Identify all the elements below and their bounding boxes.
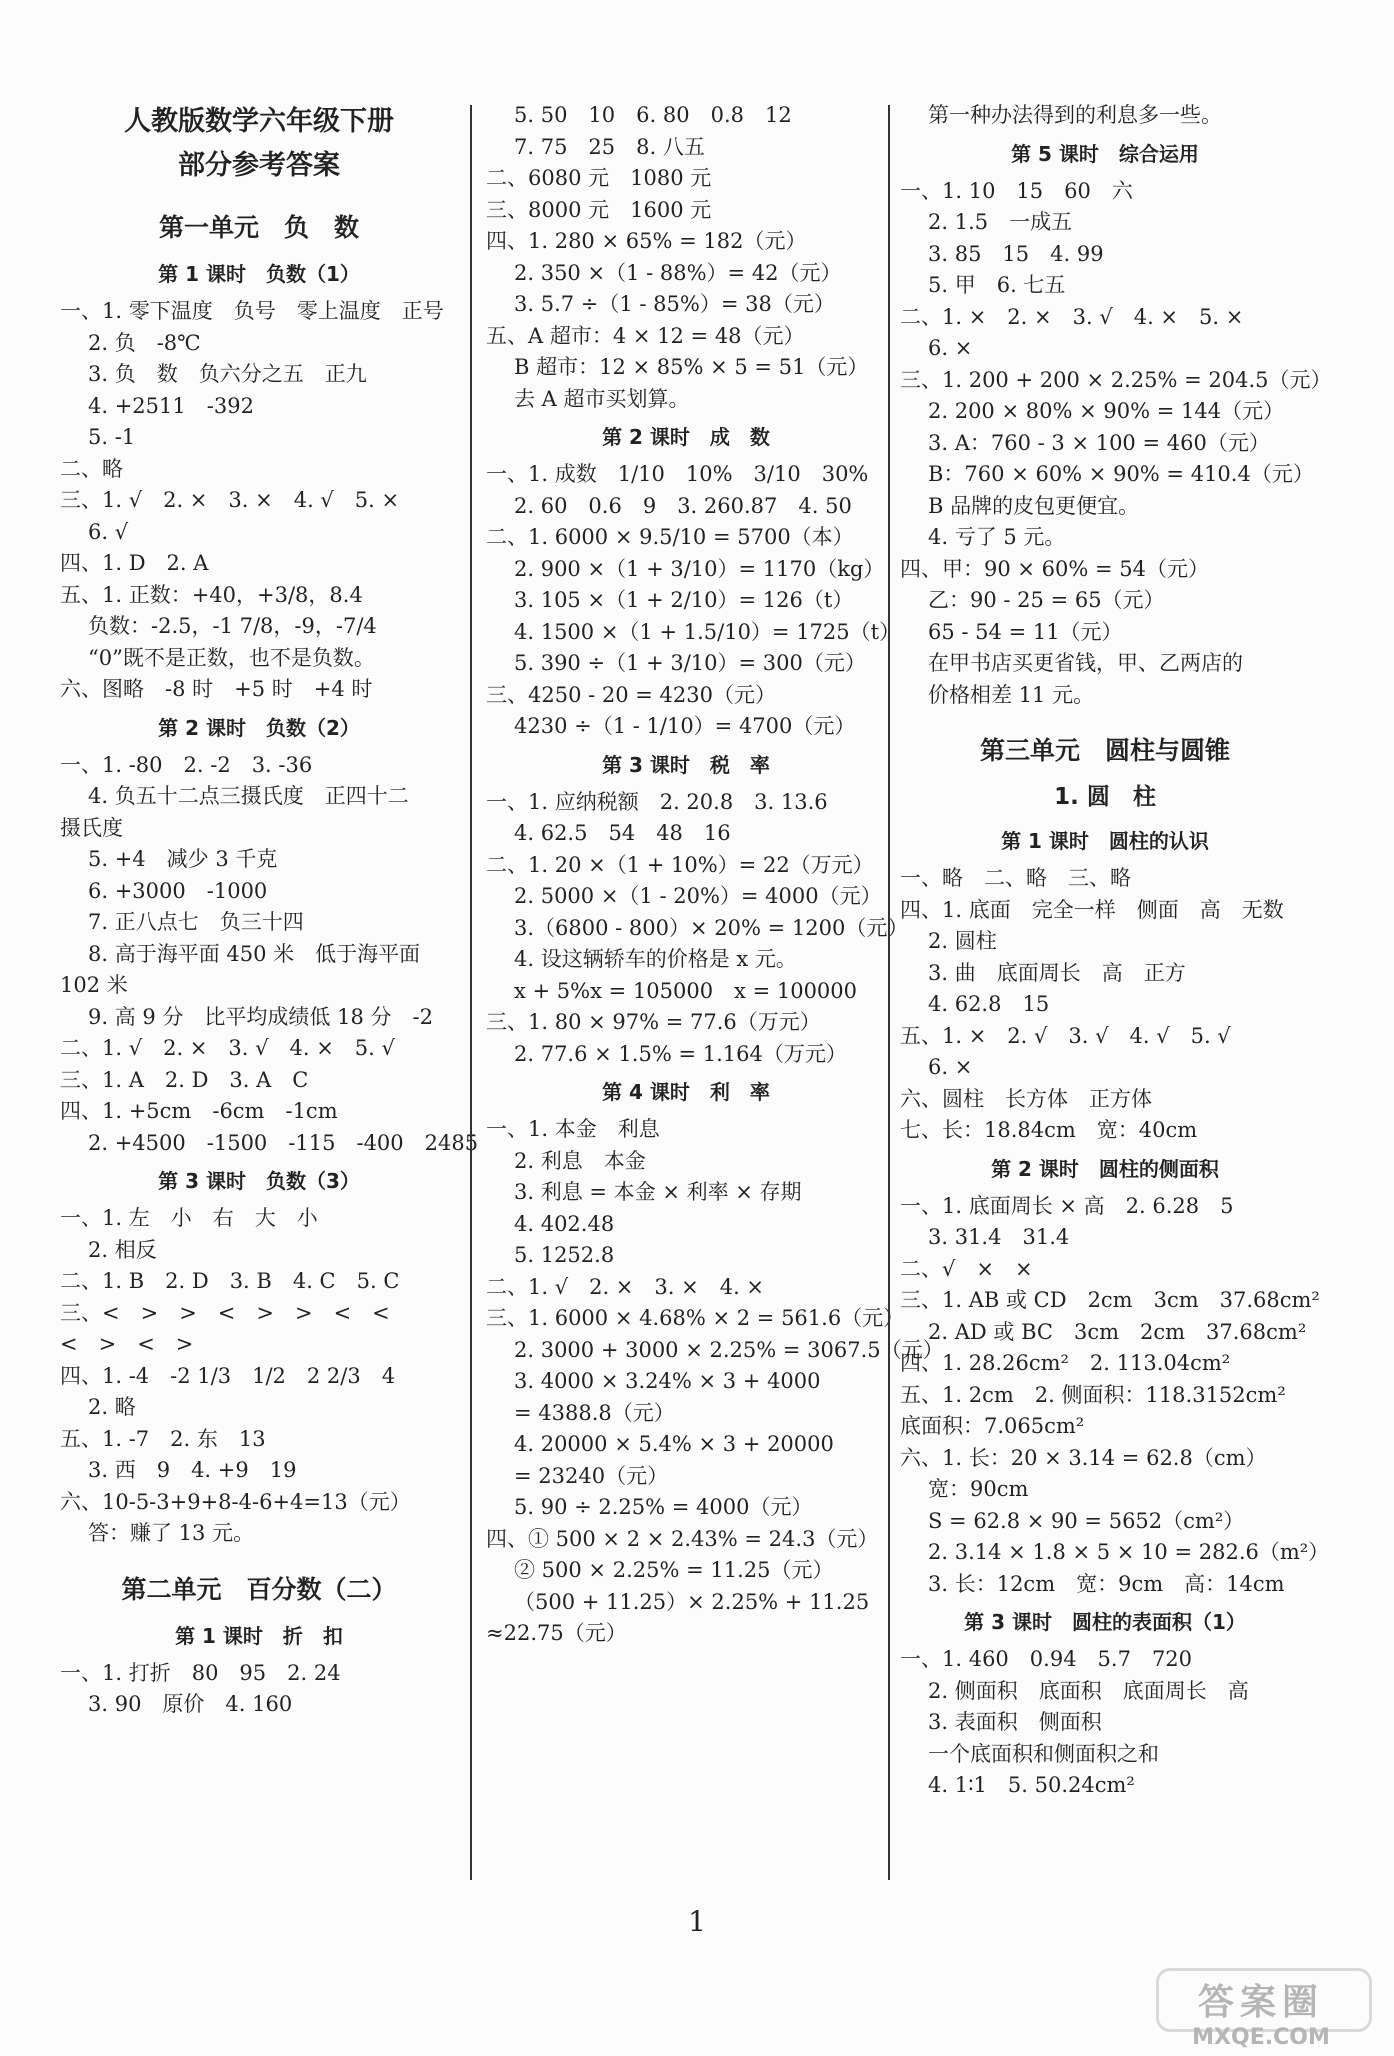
answer-line: 4. 负五十二点三摄氏度 正四十二 bbox=[88, 784, 409, 808]
answer-line: 四、1. -4 -2 1/3 1/2 2 2/3 4 bbox=[60, 1363, 396, 1388]
answer-line: 3. 105 ×（1 + 2/10）= 126（t） bbox=[514, 588, 854, 612]
answer-line: 9. 高 9 分 比平均成绩低 18 分 -2 bbox=[88, 1004, 433, 1029]
answer-line: = 4388.8（元） bbox=[514, 1400, 675, 1425]
answer-line: 三、1. AB 或 CD 2cm 3cm 37.68cm² bbox=[900, 1288, 1320, 1312]
answer-line: 一、1. 成数 1/10 10% 3/10 30% bbox=[486, 462, 869, 486]
answer-line: 六、图略 -8 时 +5 时 +4 时 bbox=[60, 677, 373, 701]
answer-line: 三、1. 80 × 97% = 77.6（万元） bbox=[486, 1010, 821, 1034]
answer-line: 二、6080 元 1080 元 bbox=[486, 166, 712, 190]
answer-line: B 超市：12 × 85% × 5 = 51（元） bbox=[514, 355, 869, 379]
answer-line: 3. 负 数 负六分之五 正九 bbox=[88, 362, 367, 386]
answer-line: 2. 200 × 80% × 90% = 144（元） bbox=[928, 399, 1285, 423]
answer-line: 4. 62.5 54 48 16 bbox=[514, 821, 731, 845]
answer-line: 三、< > > < > > < < bbox=[60, 1300, 390, 1325]
answer-line: 65 - 54 = 11（元） bbox=[928, 619, 1123, 644]
answer-line: 三、1. √ 2. × 3. × 4. √ 5. × bbox=[60, 488, 400, 512]
answer-line: 2. 侧面积 底面积 底面周长 高 bbox=[928, 1678, 1249, 1703]
lesson-heading: 第 5 课时 综合运用 bbox=[1011, 141, 1199, 166]
answer-line: 二、1. 20 ×（1 + 10%）= 22（万元） bbox=[486, 852, 874, 877]
answer-line: 2. 相反 bbox=[88, 1237, 157, 1262]
answer-line: 一、1. 460 0.94 5.7 720 bbox=[900, 1647, 1193, 1671]
answer-line: = 23240（元） bbox=[514, 1463, 669, 1488]
answer-line: 5. -1 bbox=[88, 425, 136, 449]
answer-line: 4. 62.8 15 bbox=[928, 992, 1050, 1016]
answer-line: S = 62.8 × 90 = 5652（cm²） bbox=[928, 1508, 1245, 1533]
column-divider bbox=[888, 105, 890, 1880]
answer-line: 三、1. A 2. D 3. A C bbox=[60, 1067, 309, 1092]
page-number: 1 bbox=[688, 1905, 706, 1938]
answer-line: 2. 3000 + 3000 × 2.25% = 3067.5（元） bbox=[514, 1337, 944, 1362]
answer-line: 五、1. -7 2. 东 13 bbox=[60, 1426, 266, 1451]
lesson-heading: 第 2 课时 负数（2） bbox=[158, 715, 360, 740]
answer-line: 摄氏度 bbox=[60, 815, 123, 840]
column-middle bbox=[486, 100, 944, 1650]
answer-line: 宽：90cm bbox=[928, 1477, 1029, 1501]
answer-line: 去 A 超市买划算。 bbox=[514, 386, 690, 411]
lesson-heading: 第 1 课时 负数（1） bbox=[158, 262, 360, 286]
answer-line: 2. 3.14 × 1.8 × 5 × 10 = 282.6（m²） bbox=[928, 1540, 1330, 1564]
answer-line: 5. +4 减少 3 千克 bbox=[88, 847, 278, 871]
column-divider bbox=[470, 105, 472, 1880]
answer-line: 5. 390 ÷（1 + 3/10）= 300（元） bbox=[514, 651, 866, 675]
answer-line: 5. 1252.8 bbox=[514, 1243, 615, 1267]
answer-line: 4. 1500 ×（1 + 1.5/10）= 1725（t） bbox=[514, 619, 901, 644]
answer-line: 7. 75 25 8. 八五 bbox=[514, 134, 705, 159]
answer-line: 一、1. 10 15 60 六 bbox=[900, 178, 1133, 203]
answer-line: 4. +2511 -392 bbox=[88, 393, 254, 418]
answer-line: 四、1. 底面 完全一样 侧面 高 无数 bbox=[900, 897, 1284, 922]
answer-line: 四、1. 28.26cm² 2. 113.04cm² bbox=[900, 1351, 1231, 1375]
answer-line: 一、略 二、略 三、略 bbox=[900, 866, 1131, 890]
answer-line: 4. 1∶1 5. 50.24cm² bbox=[928, 1773, 1135, 1797]
unit-heading: 第二单元 百分数（二） bbox=[121, 1574, 397, 1604]
answer-line: 六、圆柱 长方体 正方体 bbox=[900, 1086, 1152, 1111]
answer-line: 二、1. B 2. D 3. B 4. C 5. C bbox=[60, 1269, 400, 1293]
answer-line: 四、1. +5cm -6cm -1cm bbox=[60, 1099, 338, 1123]
answer-line: 一、1. 打折 80 95 2. 24 bbox=[60, 1660, 341, 1685]
answer-line: 二、√ × × bbox=[900, 1256, 1033, 1281]
answer-line: 3. 西 9 4. +9 19 bbox=[88, 1458, 297, 1482]
answer-line: 3. 85 15 4. 99 bbox=[928, 241, 1104, 266]
answer-line: 4. 20000 × 5.4% × 3 + 20000 bbox=[514, 1432, 834, 1456]
answer-line: 2. 77.6 × 1.5% = 1.164（万元） bbox=[514, 1041, 847, 1066]
answer-line: 4. 设这辆轿车的价格是 x 元。 bbox=[514, 947, 797, 971]
answer-line: 3. 5.7 ÷（1 - 85%）= 38（元） bbox=[514, 292, 835, 316]
lesson-heading: 第 1 课时 圆柱的认识 bbox=[1001, 829, 1209, 853]
lesson-heading: 第 4 课时 利 率 bbox=[602, 1080, 770, 1104]
answer-line: 四、① 500 × 2 × 2.43% = 24.3（元） bbox=[486, 1526, 879, 1551]
answer-line: < > < > bbox=[60, 1332, 194, 1356]
answer-line: 2. 900 ×（1 + 3/10）= 1170（kg） bbox=[514, 556, 885, 581]
lesson-heading: 第 3 课时 负数（3） bbox=[158, 1169, 360, 1193]
answer-line: 6. +3000 -1000 bbox=[88, 878, 268, 903]
answer-line: 四、1. 280 × 65% = 182（元） bbox=[486, 229, 807, 253]
answer-line: 一、1. -80 2. -2 3. -36 bbox=[60, 752, 313, 777]
answer-line: 乙：90 - 25 = 65（元） bbox=[928, 588, 1165, 612]
answer-line: 2. 60 0.6 9 3. 260.87 4. 50 bbox=[514, 493, 852, 518]
answer-line: 五、1. 2cm 2. 侧面积：118.3152cm² bbox=[900, 1382, 1286, 1407]
answer-line: 3. 曲 底面周长 高 正方 bbox=[928, 960, 1186, 985]
answer-line: 6. × bbox=[928, 1055, 973, 1079]
answer-line: 一个底面积和侧面积之和 bbox=[928, 1741, 1159, 1766]
answer-line: 二、1. √ 2. × 3. × 4. × bbox=[486, 1274, 765, 1299]
answer-line: 四、1. D 2. A bbox=[60, 551, 209, 575]
answer-line: 3.（6800 - 800）× 20% = 1200（元） bbox=[514, 915, 909, 940]
lesson-heading: 第 1 课时 折 扣 bbox=[175, 1623, 343, 1648]
answer-line: 2. 略 bbox=[88, 1395, 136, 1419]
lesson-heading: 第 2 课时 圆柱的侧面积 bbox=[991, 1156, 1219, 1181]
column-body bbox=[60, 204, 479, 1721]
answer-line: 2. AD 或 BC 3cm 2cm 37.68cm² bbox=[928, 1319, 1307, 1344]
answer-line: 2. +4500 -1500 -115 -400 2485 bbox=[88, 1130, 479, 1155]
answer-line: 4. 402.48 bbox=[514, 1211, 615, 1236]
lesson-heading: 第 3 课时 税 率 bbox=[602, 752, 770, 777]
answer-line: 8. 高于海平面 450 米 低于海平面 bbox=[88, 941, 421, 966]
answer-line: 3. A：760 - 3 × 100 = 460（元） bbox=[928, 430, 1270, 455]
answer-line: 七、长：18.84cm 宽：40cm bbox=[900, 1118, 1198, 1142]
lesson-heading: 第 2 课时 成 数 bbox=[602, 425, 770, 449]
answer-line: 底面积：7.065cm² bbox=[900, 1414, 1085, 1438]
answer-line: 三、1. 6000 × 4.68% × 2 = 561.6（元） bbox=[486, 1306, 905, 1330]
answer-line: 五、1. × 2. √ 3. √ 4. √ 5. √ bbox=[900, 1023, 1231, 1048]
answer-line: 2. 1.5 一成五 bbox=[928, 210, 1073, 234]
watermark-logo bbox=[1156, 1968, 1366, 2050]
answer-line: 一、1. 底面周长 × 高 2. 6.28 5 bbox=[900, 1193, 1234, 1218]
answer-line: 3. 表面积 侧面积 bbox=[928, 1710, 1102, 1734]
answer-line: 四、甲：90 × 60% = 54（元） bbox=[900, 556, 1210, 581]
document-title: 人教版数学六年级下册 bbox=[124, 106, 394, 137]
answer-line: B：760 × 60% × 90% = 410.4（元） bbox=[928, 462, 1314, 486]
answer-line: （500 + 11.25）× 2.25% + 11.25 bbox=[514, 1589, 870, 1614]
answer-line: 4. 亏了 5 元。 bbox=[928, 525, 1066, 549]
answer-line: 3. 4000 × 3.24% × 3 + 4000 bbox=[514, 1369, 821, 1393]
answer-line: 2. 350 ×（1 - 88%）= 42（元） bbox=[514, 260, 842, 285]
answer-line: B 品牌的皮包更便宜。 bbox=[928, 493, 1140, 518]
answer-line: 二、略 bbox=[60, 456, 123, 481]
answer-line: 2. 负 -8℃ bbox=[88, 330, 201, 355]
answer-line: ② 500 × 2.25% = 11.25（元） bbox=[514, 1558, 834, 1582]
section-heading: 1. 圆 柱 bbox=[1054, 784, 1156, 810]
lesson-heading: 第 3 课时 圆柱的表面积（1） bbox=[964, 1610, 1246, 1634]
answer-line: 102 米 bbox=[60, 973, 128, 997]
answer-line: 五、1. 正数：+40，+3/8，8.4 bbox=[60, 582, 363, 607]
answer-line: 六、10-5-3+9+8-4-6+4=13（元） bbox=[60, 1489, 411, 1514]
answer-line: 六、1. 长：20 × 3.14 = 62.8（cm） bbox=[900, 1445, 1267, 1470]
column-body bbox=[900, 100, 1332, 1802]
answer-line: 二、1. √ 2. × 3. √ 4. × 5. √ bbox=[60, 1036, 395, 1060]
answer-line: 2. 圆柱 bbox=[928, 929, 997, 953]
answer-line: x + 5%x = 105000 x = 100000 bbox=[514, 978, 858, 1003]
column-left bbox=[60, 100, 479, 1721]
answer-line: 第一种办法得到的利息多一些。 bbox=[928, 103, 1222, 127]
answer-line: 3. 利息 = 本金 × 利率 × 存期 bbox=[514, 1180, 802, 1204]
unit-heading: 第三单元 圆柱与圆锥 bbox=[979, 736, 1230, 765]
answer-line: 一、1. 零下温度 负号 零上温度 正号 bbox=[60, 299, 444, 323]
answer-line: 2. 利息 本金 bbox=[514, 1148, 646, 1173]
answer-line: 负数：-2.5，-1 7/8，-9，-7/4 bbox=[88, 614, 377, 638]
answer-line: 在甲书店买更省钱，甲、乙两店的 bbox=[928, 651, 1243, 675]
answer-line: 3. 31.4 31.4 bbox=[928, 1225, 1070, 1249]
answer-line: 三、8000 元 1600 元 bbox=[486, 197, 712, 222]
column-right bbox=[900, 100, 1332, 1802]
answer-line: 2. 5000 ×（1 - 20%）= 4000（元） bbox=[514, 884, 882, 908]
answer-line: 五、A 超市：4 × 12 = 48（元） bbox=[486, 323, 805, 348]
answer-line: 5. 甲 6. 七五 bbox=[928, 273, 1066, 297]
answer-line: 二、1. 6000 × 9.5/10 = 5700（本） bbox=[486, 525, 854, 549]
answer-line: 三、1. 200 + 200 × 2.25% = 204.5（元） bbox=[900, 367, 1332, 392]
answer-line: 一、1. 左 小 右 大 小 bbox=[60, 1206, 318, 1230]
answer-line: 一、1. 本金 利息 bbox=[486, 1117, 660, 1141]
answer-line: 价格相差 11 元。 bbox=[928, 682, 1095, 707]
answer-line: 5. 50 10 6. 80 0.8 12 bbox=[514, 103, 792, 127]
unit-heading: 第一单元 负 数 bbox=[158, 213, 359, 242]
answer-line: 二、1. × 2. × 3. √ 4. × 5. × bbox=[900, 304, 1244, 329]
answer-line: 7. 正八点七 负三十四 bbox=[88, 910, 304, 934]
document-subtitle: 部分参考答案 bbox=[178, 150, 340, 181]
column-body bbox=[486, 100, 944, 1650]
answer-line: ≈22.75（元） bbox=[486, 1621, 627, 1645]
answer-line: 3. 90 原价 4. 160 bbox=[88, 1692, 293, 1716]
answer-line: 答：赚了 13 元。 bbox=[88, 1521, 255, 1545]
answer-line: 三、4250 - 20 = 4230（元） bbox=[486, 682, 777, 707]
watermark-url: MXQE.COM bbox=[1192, 2025, 1330, 2050]
answer-line: 5. 90 ÷ 2.25% = 4000（元） bbox=[514, 1495, 813, 1519]
answer-line: 6. √ bbox=[88, 519, 129, 544]
answer-line: 6. × bbox=[928, 336, 973, 360]
watermark-seal-text: 答案圈 bbox=[1197, 1982, 1324, 2023]
answer-line: 4230 ÷（1 - 1/10）= 4700（元） bbox=[514, 714, 856, 738]
answer-line: 一、1. 应纳税额 2. 20.8 3. 13.6 bbox=[486, 789, 828, 814]
answer-line: 3. 长：12cm 宽：9cm 高：14cm bbox=[928, 1571, 1285, 1596]
answer-line: “0”既不是正数，也不是负数。 bbox=[88, 645, 375, 670]
